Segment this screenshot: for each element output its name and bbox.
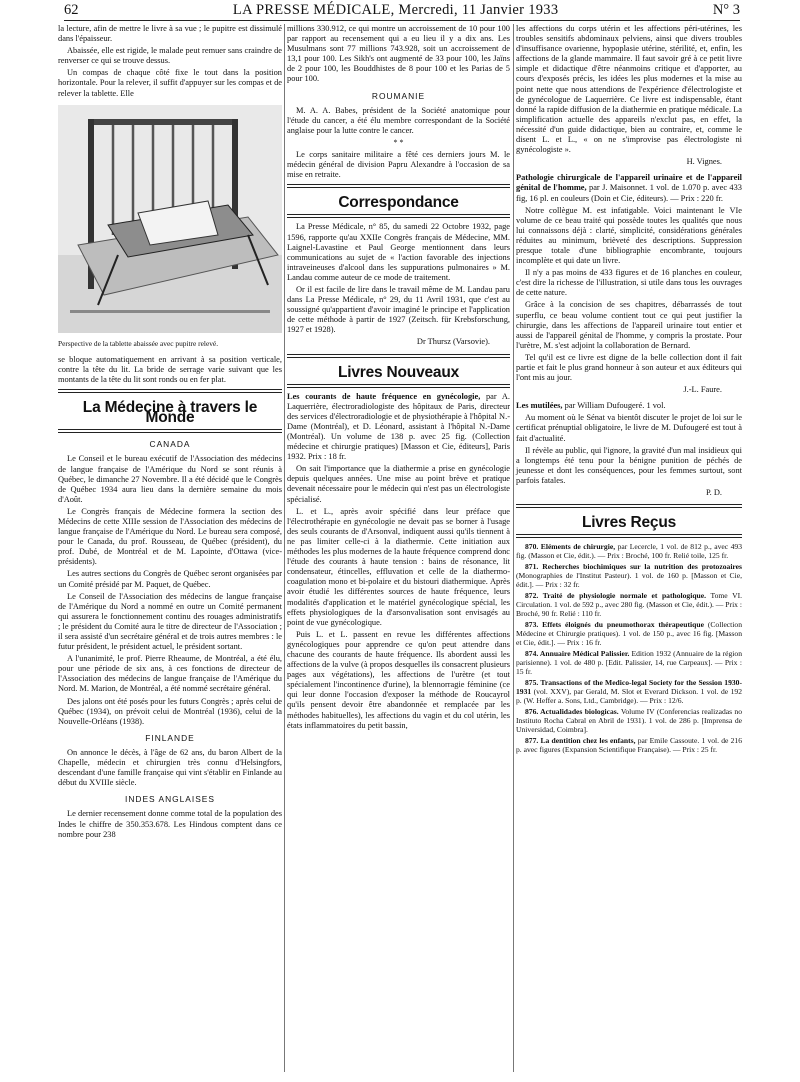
stars-separator: * * <box>393 137 404 147</box>
signature: Dr Thursz (Varsovie). <box>416 337 490 347</box>
paragraph: Le dernier recensement donne comme total de la population des Indes le chiffre de 350.353.678. Les Hindous comptent dans ce nombre pour 238 <box>58 809 282 839</box>
received-book-title: 876. Actualidades biologicas. <box>525 707 619 717</box>
paragraph: la lecture, afin de mettre le livre à sa vue ; le pupitre est dissimulé dans l'épaisseur. <box>58 24 282 44</box>
section-title-correspondance: Correspondance <box>338 194 459 212</box>
section-rule <box>516 534 742 538</box>
section-rule <box>287 184 510 188</box>
section-rule <box>287 354 510 358</box>
book-title: Pathologie chirurgicale de l'appareil urinaire et de l'appareil génital de l'homme, <box>516 173 742 193</box>
paragraph: Le Conseil de l'Association des médecins de langue française de l'Amérique du Nord a nommé en outre un Comité permanent qui assurera le fonctionnement continu des rouages administratifs ; le président du Comité aura le titre de directeur de l'Association ; il sera assisté d'un secrétaire général et de trois autres membres : le futur président, le président actuel, le président sortant. <box>58 591 282 652</box>
paragraph: On sait l'importance que la diathermie a prise en gynécologie depuis quelques années. Une mise au point brève et pratique devenait nécessaire pour le médecin qui n'est pas un électrologiste spécialisé. <box>287 464 510 504</box>
received-book-title: 870. Eléments de chirurgie, <box>525 542 616 552</box>
section-rule <box>516 504 742 508</box>
paragraph: Un compas de chaque côté fixe le tout dans la position horizontale. Pour la relever, il suffit d'appuyer sur les compas et de relever la tablette. Elle <box>58 68 282 98</box>
issue-number: N° 3 <box>712 2 740 18</box>
signature: P. D. <box>705 488 722 498</box>
received-book-ref: (vol. XXV), par Gerald, M. Slot et Everard Dickson. 1 vol. de 192 p. (W. Heffer a. Sons, Ltd., Cambridge). — Prix : 12/6. <box>516 687 742 706</box>
paragraph: Le corps sanitaire militaire a fêté ces derniers jours M. le médecin général de division Papru Alexandre à l'occasion de sa mise en retraite. <box>287 150 510 180</box>
paragraph: On annonce le décès, à l'âge de 62 ans, du baron Albert de la Chapelle, médecin et chirurgien très connu d'Helsingfors, descendant d'une famille française qui vint s'établir en Finlande au début du XVIIIe siècle. <box>58 747 282 788</box>
received-book-title: 871. Recherches biochimiques sur la nutrition des protozoaires <box>525 562 742 572</box>
book-reference: par William Dufougeré. 1 vol. <box>564 401 666 411</box>
page-number: 62 <box>64 2 79 18</box>
section-title-livres-nouveaux: Livres Nouveaux <box>337 363 460 381</box>
received-book-ref: Edition 1932 (Annuaire de la région parisienne). 1 vol. de 480 p. [Edit. Palissier, 14, rue Carpeaux]. — Prix : 15 fr. <box>516 649 742 677</box>
paragraph: les affections du corps utérin et les affections péri-utérines, les troubles sensitifs abdominaux pelviens, ainsi que divers troubles d'insuffisance ovarienne, hypoplasie utérine, stérilité, et, enfin, les affections de la glande mammaire. Il faut savoir gré à ce petit livre simple et didactique d'être néanmoins critique et d'apporter, au cours d'exposés précis, les idées les plus modernes et la mise au point nette que nous attendions de l'expérience d'électrologiste et de gynécologue de Laquerrière. Ce livre est indispensable, étant donné la rapide diffusion de la diathermie en pratique médicale. La simplification actuelle des appareils n'exclut pas, en effet, la nécessité d'un guide didactique, bien au contraire, et, comme le disent L. et L., « on ne s'improvise pas électrologiste ni gynécologiste ». <box>516 24 742 155</box>
paragraph: Le Conseil et le bureau exécutif de l'Association des médecins de langue française de l'Amérique du Nord se sont réunis à Québec, le dimanche 27 Novembre. Il a été décidé que le Congrès de Québec 1934 aura lieu dans la dernière semaine du mois d'Août. <box>58 454 282 504</box>
column-3 <box>516 24 742 756</box>
paragraph: Le Congrès français de Médecine formera la section des Médecins de cette XIIIe session de l'Association des médecins de langue française de l'Amérique du Nord. Le bureau sera composé, pour le Canada, du prof. Rousseau, de Québec (président), du prof. Dubé, de Montréal et de M. Lapointe, d'Ottawa (vice-présidents). <box>58 506 282 567</box>
received-books-list <box>516 542 742 754</box>
paragraph: Abaissée, elle est rigide, le malade peut remuer sans craindre de renverser ce qui se trouve dessus. <box>58 46 282 66</box>
paragraph: A l'unanimité, le prof. Pierre Rheaume, de Montréal, a été élu, pour une période de six ans, à ces fonctions de directeur de l'Association des médecins de langue française de l'Amérique du Nord. M. Marion, de Montréal, a été nommé secrétaire général. <box>58 654 282 694</box>
book-title: Les courants de haute fréquence en gynécologie, <box>287 391 481 401</box>
column-divider-1 <box>284 24 285 1072</box>
signature: H. Vignes. <box>686 157 722 167</box>
paragraph: Or il est facile de lire dans le travail même de M. Landau paru dans La Presse Médicale, n° 29, du 11 Avril 1931, que c'est au soussigné qu'appartient d'avoir imaginé le principe et l'application de cette méthode à partir de 1927 (Zeitsch. für Krebsforschung, 1927 et 1928). <box>287 284 510 335</box>
paragraph: Notre collègue M. est infatigable. Voici maintenant le VIe volume de ce beau traité qui possède toutes les qualités que nous lui connaissons déjà : clarté, simplicité, considérations générales réduites au minimum, brièveté des descriptions. Suppression presque totale d'une bibliographie encombrante, toujours incomplète et qui date un livre. <box>516 205 742 266</box>
paragraph: La Presse Médicale, n° 85, du samedi 22 Octobre 1932, page 1596, rapporte qu'au XXIIe Congrès français de Médecine, MM. Laignel-Lavastine et Paul George mentionnent dans leurs communications au sujet de « l'action favorable des injections intraveineuses d'alcool dans les suppurations pulmonaires » M. Landau comme auteur de ce mode de traitement. <box>287 222 510 282</box>
subhead-roumanie: ROUMANIE <box>371 90 426 101</box>
paragraph: millions 330.912, ce qui montre un accroissement de 10 pour 100 par rapport au recensement qui a eu lieu il y a dix ans. Les Musulmans sont 77 millions 743.928, soit un accroissement de 13,1 pour 100. Les Sikh's ont augmenté de 33 pour 100, les Jaïns de 2 pour 100, les Bouddhistes de 8 pour 100 et les Parias de 5 pour 100. <box>287 24 510 84</box>
book-reference: par A. Laquerrière, électroradiologiste des hôpitaux de Paris, directeur des services d'électroradiologie et de physiothérapie à l'hôpital N.-Dame (Montréal), et D. Léonard, assistant à l'hôpital N.-Dame (Montréal). Un volume de 138 p. avec 25 fig. (Collection médecine et chirurgie pratiques) [Masson et Cie, éditeurs], Paris 1932. Prix : 18 fr. <box>287 391 511 462</box>
received-book-title: 874. Annuaire Médical Palissier. <box>525 649 630 659</box>
paragraph: Tel qu'il est ce livre est digne de la belle collection dont il fait partie et fait le plus grand honneur à son auteur et aux éditeurs qui l'ont mis au jour. <box>516 352 742 383</box>
book-reference: par J. Maisonnet. 1 vol. de 1.070 p. avec 433 fig, 16 pl. en couleurs (Doin et Cie, éditeurs). — Prix : 220 fr. <box>516 183 742 203</box>
subhead-finlande: FINLANDE <box>145 732 195 743</box>
paragraph: Grâce à la concision de ses chapitres, débarrassés de tout superflu, ce beau volume contient tout ce qui peut justifier la chirurgie, dans les affections de l'appareil urinaire tout entier et aussi de l'appareil génital de l'homme, y compris la prostate. Pour l'urètre, M. s'est adjoint la collaboration de Bernard. <box>516 300 742 350</box>
paragraph: Il n'y a pas moins de 433 figures et de 16 planches en couleur, c'est dire la richesse de l'illustration, si utile dans tous les ouvrages de cette nature. <box>516 268 742 298</box>
paragraph: L. et L., après avoir spécifié dans leur préface que l'électrothérapie en gynécologie ne devait pas se borner à l'usage des seuls courants de d'Arsonval, indiquent aussi qu'ils tiennent à ne pas limiter celle-ci à la diathermie. Cette initiation aux méthodes les plus modernes de la haute fréquence comprend donc l'étude des courants à haute tension : bains de résonance, lit condensateur, étincelles, effluvation et celle de la diathermo-coagulation mono et bi-polaire et du bistouri diathermique. Après avoir étudié les différentes sources de haute fréquence, leurs modalités d'application et le matériel gynécologique spécial, les effets physiologiques de la d'arsonvalisation sont envisagés au point de vue gynécologique. <box>287 506 510 627</box>
journal-title: LA PRESSE MÉDICALE, Mercredi, 11 Janvier 1933 <box>232 2 559 18</box>
paragraph: se bloque automatiquement en arrivant à sa position verticale, contre la tête du lit. La bride de serrage varie suivant que les montants de la tête du lit sont ronds ou en fer plat. <box>58 354 282 385</box>
paragraph: Puis L. et L. passent en revue les différentes affections gynécologiques pour apprendre ce qu'on peut attendre dans chacune des courants de haute fréquence. Ils abordent aussi les affections de la vulve (à propos desquelles ils consacrent plusieurs pages aux végétations), les affections de l'urètre (et tout spécialement l'incontinence d'urine), la blennorragie féminine (ce qui leur donne l'occasion d'exposer la méthode de Roucayrol qu'ils pensent devoir être abandonnée et remplacée par les méthodes habituelles), les affections du vagin et du col utérin, les états inflammatoires du petit bassin, <box>287 629 510 730</box>
column-2 <box>287 24 510 733</box>
received-book-ref: Volume IV (Conferencias realizadas no Instituto Rocha Cabral en Abril de 1931). 1 vol. de 286 p. [Imprensa de Universidad, Coimbra]. <box>516 707 742 735</box>
received-book-ref: par Lecercle, 1 vol. de 812 p., avec 493 fig. (Masson et Cie, édit.). — Prix : Broché, 100 fr. Relié toile, 125 fr. <box>516 542 742 561</box>
paragraph: Des jalons ont été posés pour les futurs Congrès ; après celui de Québec (1934), on prévoit celui de Montréal (1936), celui de la Nouvelle-Orléans (1938). <box>58 696 282 726</box>
section-title-livres-recus: Livres Reçus <box>581 514 677 532</box>
paragraph: Il révèle au public, qui l'ignore, la gravité d'un mal insidieux qui a longtemps été tenu pour la bénigne punition de péchés de jeunesse et dont les conséquences, pour les femmes surtout, sont parfois fatales. <box>516 445 742 485</box>
received-book-title: 875. Transactions of the Medico-legal Society for the Session 1930-1931 <box>516 678 742 697</box>
received-book-ref: par Emile Cassoute. 1 vol. de 216 p. avec figures (Expansion Scientifique Française). — Prix : 25 fr. <box>516 736 742 755</box>
paragraph: M. A. A. Babes, président de la Société anatomique pour l'étude du cancer, a été élu membre correspondant de la Société anglaise pour la lutte contre le cancer. <box>287 105 510 135</box>
figure-caption: Perspective de la tablette abaissée avec pupitre relevé. <box>58 338 219 348</box>
received-book-ref: Tome VI. Circulation. 1 vol. de 592 p., avec 280 fig. (Masson et Cie, édit.). — Prix : Broché, 90 fr. Relié : 110 fr. <box>516 591 742 619</box>
received-book-title: 872. Traité de physiologie normale et pathologique. <box>525 591 707 601</box>
paragraph: Les autres sections du Congrès de Québec seront organisées par un Comité présidé par M. Paquet, de Québec. <box>58 569 282 589</box>
bed-table-illustration <box>58 105 282 333</box>
column-1 <box>58 24 282 842</box>
section-rule <box>287 384 510 388</box>
page-header <box>64 2 740 21</box>
received-book-title: 873. Effets éloignés du pneumothorax thérapeutique <box>525 620 704 630</box>
subhead-indes: INDES ANGLAISES <box>125 794 215 805</box>
received-book-ref: (Collection Médecine et Chirurgie pratiques). 1 vol. de 150 p., avec 16 fig. [Masson et Cie, édit.]. — Prix : 16 fr. <box>516 620 742 648</box>
book-title: Les mutilées, <box>516 401 563 411</box>
received-book-ref: (Monographies de l'Institut Pasteur). 1 vol. de 160 p. [Masson et Cie, édit.]. — Prix : 32 fr. <box>516 571 742 590</box>
section-rule <box>58 429 282 433</box>
section-rule <box>287 214 510 218</box>
signature: J.-L. Faure. <box>683 385 722 395</box>
section-rule <box>58 389 282 393</box>
received-book-title: 877. La dentition chez les enfants, <box>525 736 636 746</box>
section-title-medecine: La Médecine à travers le Monde <box>82 399 258 427</box>
paragraph: Au moment où le Sénat va bientôt discuter le projet de loi sur le certificat prénuptial obligatoire, le livre de M. Dufougeré est tout à fait d'actualité. <box>516 413 742 443</box>
column-divider-2 <box>513 24 514 1072</box>
subhead-canada: CANADA <box>149 439 191 450</box>
